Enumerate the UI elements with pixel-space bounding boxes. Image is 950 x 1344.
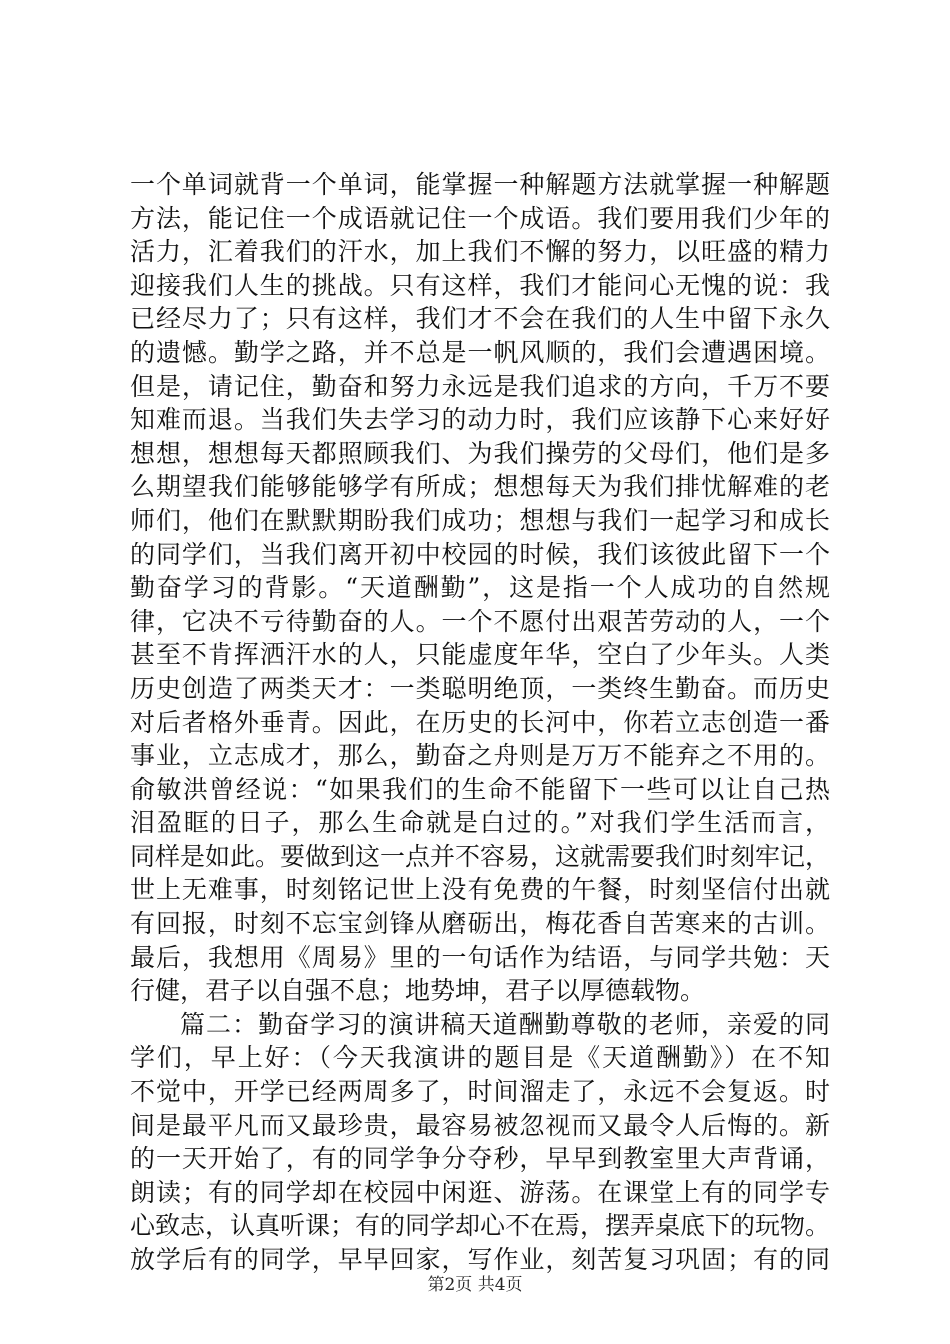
text-line: 师们，他们在默默期盼我们成功；想想与我们一起学习和成长 [130,505,830,535]
text-line: 有回报，时刻不忘宝剑锋从磨砺出，梅花香自苦寒来的古训。 [130,909,830,939]
text-line: 甚至不肯挥洒汗水的人，只能虚度年华，空白了少年头。人类 [130,640,830,670]
text-line: 的一天开始了，有的同学争分夺秒，早早到教室里大声背诵， [130,1144,830,1174]
text-line: 世上无难事，时刻铭记世上没有免费的午餐，时刻坚信付出就 [130,875,830,905]
text-line: 想想，想想每天都照顾我们、为我们操劳的父母们，他们是多 [130,438,830,468]
text-line: 已经尽力了；只有这样，我们才不会在我们的人生中留下永久 [130,304,830,334]
section-heading-line: 篇二：勤奋学习的演讲稿天道酬勤尊敬的老师，亲爱的同 [180,1009,830,1039]
text-line: 的遗憾。勤学之路，并不总是一帆风顺的，我们会遭遇困境。 [130,337,830,367]
text-line: 心致志，认真听课；有的同学却心不在焉，摆弄桌底下的玩物。 [130,1211,831,1241]
text-line: 学们，早上好：（今天我演讲的题目是《天道酬勤》）在不知 [130,1043,830,1073]
text-line: 迎接我们人生的挑战。只有这样，我们才能问心无愧的说：我 [130,270,830,300]
text-line: 事业，立志成才，那么，勤奋之舟则是万万不能弃之不用的。 [130,741,830,771]
text-line: 方法，能记住一个成语就记住一个成语。我们要用我们少年的 [130,203,830,233]
page-number-footer: 第2页 共4页 [427,1275,523,1295]
text-line: 放学后有的同学，早早回家，写作业，刻苦复习巩固；有的同 [130,1245,830,1274]
text-line: 的同学们，当我们离开初中校园的时候，我们该彼此留下一个 [130,539,830,569]
document-body [130,168,830,1277]
text-line: 朗读；有的同学却在校园中闲逛、游荡。在课堂上有的同学专 [130,1177,830,1207]
text-line: 俞敏洪曾经说：“如果我们的生命不能留下一些可以让自己热 [130,774,830,804]
text-line: 律，它决不亏待勤奋的人。一个不愿付出艰苦劳动的人，一个 [130,606,830,636]
text-line: 历史创造了两类天才：一类聪明绝顶，一类终生勤奋。而历史 [130,673,830,703]
text-line: 但是，请记住，勤奋和努力永远是我们追求的方向，千万不要 [130,371,830,401]
text-line: 活力，汇着我们的汗水，加上我们不懈的努力，以旺盛的精力 [130,237,830,267]
text-line: 勤奋学习的背影。“天道酬勤”，这是指一个人成功的自然规 [130,573,830,603]
text-line: 最后，我想用《周易》里的一句话作为结语，与同学共勉：天 [130,942,830,972]
text-line: 同样是如此。要做到这一点并不容易，这就需要我们时刻牢记， [130,841,831,871]
text-line: 不觉中，开学已经两周多了，时间溜走了，永远不会复返。时 [130,1077,830,1107]
text-line: 知难而退。当我们失去学习的动力时，我们应该静下心来好好 [130,405,830,435]
text-line: 一个单词就背一个单词，能掌握一种解题方法就掌握一种解题 [130,170,830,199]
text-line: 对后者格外垂青。因此，在历史的长河中，你若立志创造一番 [130,707,830,737]
text-line: 间是最平凡而又最珍贵，最容易被忽视而又最令人后悔的。新 [130,1110,830,1140]
text-line: 么期望我们能够能够学有所成；想想每天为我们排忧解难的老 [130,472,830,502]
text-line: 行健，君子以自强不息；地势坤，君子以厚德载物。 [130,976,706,1006]
text-line: 泪盈眶的日子，那么生命就是白过的。”对我们学生活而言， [130,808,830,838]
